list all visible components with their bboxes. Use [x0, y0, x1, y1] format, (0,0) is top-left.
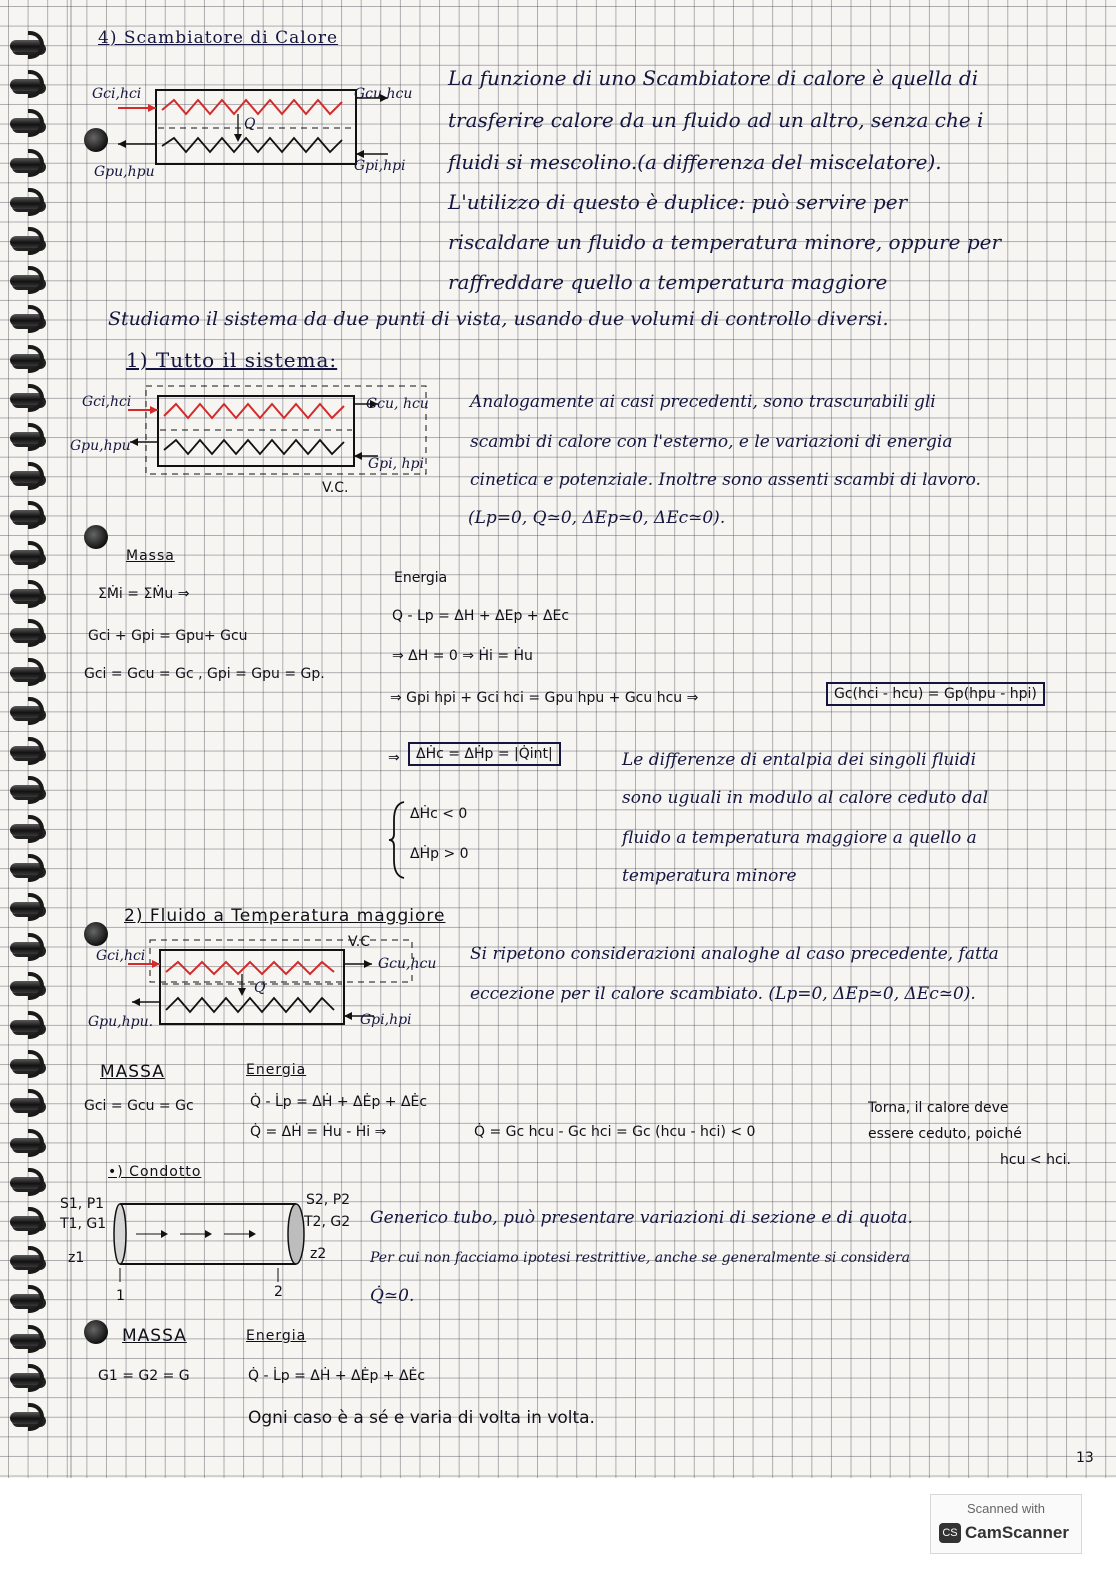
binder-ring [10, 1216, 44, 1228]
equation: ΔḢc < 0 [410, 806, 468, 822]
paragraph-line: Studiamo il sistema da due punti di vista, usando due volumi di controllo diversi. [108, 308, 889, 330]
binder-ring [10, 354, 44, 366]
diagram-label: Gci,hci [92, 86, 142, 102]
diagram-label: Gpi, hpi [368, 456, 424, 472]
brace [388, 800, 408, 880]
diagram-label: Gpu,hpu. [88, 1014, 154, 1030]
binder-ring [10, 79, 44, 91]
binder-ring [10, 393, 44, 405]
binder-ring [10, 1373, 44, 1385]
paragraph-line: scambi di calore con l'esterno, e le variazioni di energia [470, 432, 953, 452]
binder-ring [10, 40, 44, 52]
binder-ring [10, 1138, 44, 1150]
subheading: Energia [394, 570, 448, 586]
diagram-label: V.C [348, 934, 370, 950]
paragraph-line: (Lp=0, Q≃0, ΔEp≃0, ΔEc≃0). [468, 508, 726, 528]
binder-ring [10, 667, 44, 679]
binder-ring [10, 1059, 44, 1071]
side-note: essere ceduto, poiché [868, 1126, 1022, 1142]
binder-ring [10, 236, 44, 248]
binder-ring [10, 942, 44, 954]
punch-hole [84, 1320, 108, 1344]
binder-ring [10, 1020, 44, 1032]
section-title: •) Condotto [108, 1164, 202, 1180]
diagram-label: S2, P2 [306, 1192, 351, 1208]
binder-ring [10, 158, 44, 170]
binder-ring [10, 706, 44, 718]
equation: ⇒ Gpi hpi + Gci hci = Gpu hpu + Gcu hcu ⇒ [390, 690, 699, 706]
equation: G1 = G2 = G [98, 1368, 190, 1384]
camscanner-brand: CamScanner [965, 1523, 1069, 1542]
binder-ring [10, 1255, 44, 1267]
diagram-label: Q [254, 980, 266, 996]
paragraph-line: Q̇≃0. [370, 1286, 415, 1306]
equation: ΔḢp > 0 [410, 846, 469, 862]
paragraph-line: eccezione per il calore scambiato. (Lp=0, ΔEp≃0, ΔEc≃0). [470, 984, 976, 1004]
section-title: 1) Tutto il sistema: [126, 348, 338, 372]
equation: ΣṀi = ΣṀu ⇒ [98, 586, 190, 602]
binder-ring [10, 1098, 44, 1110]
side-note: Torna, il calore deve [868, 1100, 1009, 1116]
binder-ring [10, 550, 44, 562]
subheading: MASSA [122, 1326, 187, 1346]
binder-ring [10, 314, 44, 326]
equation: Gci + Gpi = Gpu+ Gcu [88, 628, 248, 644]
side-note: hcu < hci. [1000, 1152, 1071, 1168]
equation: Gci = Gcu = Gc , Gpi = Gpu = Gp. [84, 666, 325, 682]
subheading: Energia [246, 1062, 307, 1078]
paragraph-line: La funzione di uno Scambiatore di calore è quella di [448, 66, 979, 90]
binder-ring [10, 1177, 44, 1189]
paragraph-line: Le differenze di entalpia dei singoli fluidi [622, 750, 977, 770]
boxed-equation: Gc(hci - hcu) = Gp(hpu - hpi) [826, 682, 1045, 706]
diagram-label: T1, G1 [60, 1216, 107, 1232]
boxed-equation: ΔḢc = ΔḢp = |Q̇int| [408, 742, 561, 766]
punch-hole [84, 525, 108, 549]
diagram-label: Gci,hci [82, 394, 132, 410]
diagram-label: Q [244, 116, 256, 132]
diagram-label: Gpu,hpu [70, 438, 131, 454]
page-number: 13 [1076, 1450, 1094, 1466]
paragraph-line: L'utilizzo di questo è duplice: può servire per [448, 190, 908, 214]
paragraph-line: Analogamente ai casi precedenti, sono trascurabili gli [470, 392, 936, 412]
section-title: 2) Fluido a Temperatura maggiore [124, 906, 446, 926]
diagram-label: Gcu,hcu [378, 956, 437, 972]
binder-ring [10, 1294, 44, 1306]
scanned-with-label: Scanned with [966, 1501, 1046, 1516]
paragraph-line: trasferire calore da un fluido ad un altro, senza che i [448, 108, 984, 132]
diagram-label: z1 [68, 1250, 85, 1266]
diagram-label: 2 [274, 1284, 283, 1300]
diagram-label: 1 [116, 1288, 125, 1304]
paragraph-line: raffreddare quello a temperatura maggiore [448, 270, 888, 294]
binder-ring [10, 785, 44, 797]
binder-ring [10, 863, 44, 875]
binder-ring [10, 432, 44, 444]
binder-ring [10, 628, 44, 640]
camscanner-badge [930, 1494, 1082, 1554]
binder-ring [10, 197, 44, 209]
binder-ring [10, 510, 44, 522]
binder-ring [10, 1334, 44, 1346]
equation: Q - Lp = ΔH + ΔEp + ΔEc [392, 608, 570, 624]
diagram-label: z2 [310, 1246, 327, 1262]
paragraph-line: temperatura minore [622, 866, 797, 886]
paragraph-line: Generico tubo, può presentare variazioni di sezione e di quota. [370, 1208, 913, 1228]
paragraph-line: Per cui non facciamo ipotesi restrittive, anche se generalmente si considera [370, 1250, 911, 1266]
binder-ring [10, 902, 44, 914]
equation: Q̇ - L̇p = ΔḢ + ΔĖp + ΔĖc [248, 1368, 426, 1384]
paragraph-line: riscaldare un fluido a temperatura minore, oppure per [448, 230, 1002, 254]
section-title: 4) Scambiatore di Calore [98, 28, 339, 48]
binder-ring [10, 471, 44, 483]
binder-ring [10, 118, 44, 130]
diagram-label: Gcu, hcu [366, 396, 429, 412]
paragraph-line: Ogni caso è a sé e varia di volta in volta. [248, 1408, 595, 1428]
spiral-binding [0, 40, 60, 1440]
equation: Q̇ - L̇p = ΔḢ + ΔĖp + ΔĖc [250, 1094, 428, 1110]
binder-ring [10, 275, 44, 287]
camscanner-logo-icon: CS [939, 1523, 961, 1543]
equation: Q̇ = ΔḢ = Ḣu - Ḣi ⇒ [250, 1124, 387, 1140]
binder-ring [10, 1412, 44, 1424]
paragraph-line: cinetica e potenziale. Inoltre sono assenti scambi di lavoro. [470, 470, 981, 490]
diagram-label: Gci,hci [96, 948, 146, 964]
equation: Q̇ = Gc hcu - Gc hci = Gc (hcu - hci) < 0 [474, 1124, 756, 1140]
paragraph-line: sono uguali in modulo al calore ceduto dal [622, 788, 989, 808]
diagram-label: T2, G2 [304, 1214, 351, 1230]
diagram-label: V.C. [322, 480, 349, 496]
diagram-label: S1, P1 [60, 1196, 105, 1212]
binder-ring [10, 746, 44, 758]
equation: ⇒ ΔH = 0 ⇒ Ḣi = Ḣu [392, 648, 533, 664]
diagram-label: Gpu,hpu [94, 164, 155, 180]
subheading: Massa [126, 548, 175, 564]
diagram-label: Gcu hcu [354, 86, 413, 102]
equation: Gci = Gcu = Gc [84, 1098, 194, 1114]
binder-ring [10, 981, 44, 993]
binder-ring [10, 589, 44, 601]
diagram-label: Gpi,hpi [360, 1012, 412, 1028]
diagram-label: Gpi,hpi [354, 158, 406, 174]
binder-ring [10, 824, 44, 836]
subheading: Energia [246, 1328, 307, 1344]
paragraph-line: fluidi si mescolino.(a differenza del miscelatore). [448, 150, 942, 174]
implies-arrow: ⇒ [388, 750, 400, 766]
subheading: MASSA [100, 1062, 165, 1082]
paragraph-line: fluido a temperatura maggiore a quello a [622, 828, 977, 848]
paragraph-line: Si ripetono considerazioni analoghe al caso precedente, fatta [470, 944, 999, 964]
